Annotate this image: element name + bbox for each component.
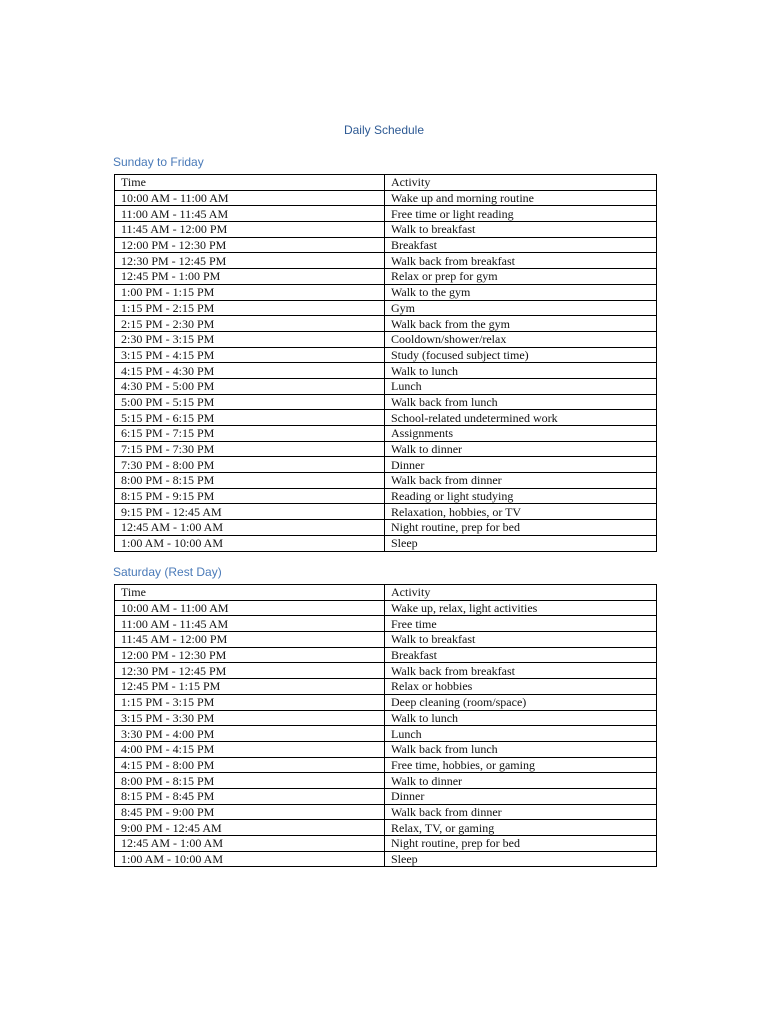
table-row [115, 300, 657, 316]
cell-activity: Free time [385, 616, 657, 632]
cell-time: 12:00 PM - 12:30 PM [115, 237, 385, 253]
table-row [115, 616, 657, 632]
document-title: Daily Schedule [343, 123, 425, 137]
cell-time: 7:30 PM - 8:00 PM [115, 457, 385, 473]
table-row [115, 535, 657, 551]
table-row [115, 679, 657, 695]
table-row [115, 473, 657, 489]
table-row [115, 269, 657, 285]
table-row [115, 820, 657, 836]
cell-activity: Sleep [385, 535, 657, 551]
cell-time: 3:30 PM - 4:00 PM [115, 726, 385, 742]
cell-time: 9:15 PM - 12:45 AM [115, 504, 385, 520]
table-row [115, 394, 657, 410]
table-row [115, 190, 657, 206]
cell-time: 9:00 PM - 12:45 AM [115, 820, 385, 836]
cell-time: 6:15 PM - 7:15 PM [115, 426, 385, 442]
cell-time: 1:00 AM - 10:00 AM [115, 851, 385, 867]
cell-activity: School-related undetermined work [385, 410, 657, 426]
column-header-time: Time [115, 585, 385, 601]
cell-activity: Study (focused subject time) [385, 347, 657, 363]
table-row [115, 647, 657, 663]
cell-activity: Walk back from breakfast [385, 253, 657, 269]
cell-activity: Walk back from the gym [385, 316, 657, 332]
cell-activity: Relax or prep for gym [385, 269, 657, 285]
table-row [115, 504, 657, 520]
cell-time: 5:00 PM - 5:15 PM [115, 394, 385, 410]
cell-activity: Walk back from lunch [385, 394, 657, 410]
cell-activity: Walk to breakfast [385, 222, 657, 238]
column-header-activity: Activity [385, 585, 657, 601]
table-row [115, 488, 657, 504]
cell-time: 12:45 AM - 1:00 AM [115, 520, 385, 536]
table-header-row [115, 585, 657, 601]
table-row [115, 316, 657, 332]
cell-activity: Breakfast [385, 647, 657, 663]
cell-time: 12:45 PM - 1:00 PM [115, 269, 385, 285]
table-row [115, 441, 657, 457]
table-row [115, 206, 657, 222]
cell-time: 12:30 PM - 12:45 PM [115, 253, 385, 269]
table-row [115, 520, 657, 536]
cell-activity: Walk to dinner [385, 441, 657, 457]
cell-activity: Walk back from lunch [385, 741, 657, 757]
table-row [115, 851, 657, 867]
cell-time: 12:45 PM - 1:15 PM [115, 679, 385, 695]
table-row [115, 710, 657, 726]
cell-time: 4:30 PM - 5:00 PM [115, 378, 385, 394]
cell-activity: Relaxation, hobbies, or TV [385, 504, 657, 520]
table-row [115, 757, 657, 773]
cell-activity: Cooldown/shower/relax [385, 331, 657, 347]
schedule-table-sunday-to-friday [114, 174, 657, 552]
cell-time: 4:15 PM - 4:30 PM [115, 363, 385, 379]
cell-time: 1:00 PM - 1:15 PM [115, 284, 385, 300]
cell-activity: Wake up and morning routine [385, 190, 657, 206]
cell-activity: Dinner [385, 788, 657, 804]
table-row [115, 331, 657, 347]
table-row [115, 726, 657, 742]
cell-activity: Deep cleaning (room/space) [385, 694, 657, 710]
cell-time: 10:00 AM - 11:00 AM [115, 190, 385, 206]
cell-time: 12:45 AM - 1:00 AM [115, 836, 385, 852]
cell-time: 4:15 PM - 8:00 PM [115, 757, 385, 773]
table-row [115, 694, 657, 710]
cell-activity: Night routine, prep for bed [385, 520, 657, 536]
cell-time: 8:15 PM - 8:45 PM [115, 788, 385, 804]
table-row [115, 457, 657, 473]
cell-activity: Relax, TV, or gaming [385, 820, 657, 836]
cell-time: 8:45 PM - 9:00 PM [115, 804, 385, 820]
cell-activity: Walk to lunch [385, 710, 657, 726]
cell-time: 8:15 PM - 9:15 PM [115, 488, 385, 504]
table-row [115, 632, 657, 648]
cell-activity: Walk to breakfast [385, 632, 657, 648]
cell-activity: Walk to the gym [385, 284, 657, 300]
schedule-table-saturday [114, 584, 657, 867]
column-header-time: Time [115, 175, 385, 191]
cell-time: 5:15 PM - 6:15 PM [115, 410, 385, 426]
cell-time: 7:15 PM - 7:30 PM [115, 441, 385, 457]
table-row [115, 253, 657, 269]
cell-activity: Free time or light reading [385, 206, 657, 222]
cell-activity: Walk back from dinner [385, 473, 657, 489]
cell-time: 1:15 PM - 2:15 PM [115, 300, 385, 316]
table-row [115, 378, 657, 394]
cell-activity: Gym [385, 300, 657, 316]
table-row [115, 600, 657, 616]
cell-activity: Assignments [385, 426, 657, 442]
table-row [115, 773, 657, 789]
table-row [115, 347, 657, 363]
table-row [115, 788, 657, 804]
cell-time: 11:00 AM - 11:45 AM [115, 616, 385, 632]
cell-time: 2:30 PM - 3:15 PM [115, 331, 385, 347]
cell-time: 11:45 AM - 12:00 PM [115, 222, 385, 238]
cell-time: 1:15 PM - 3:15 PM [115, 694, 385, 710]
cell-activity: Dinner [385, 457, 657, 473]
cell-activity: Walk to lunch [385, 363, 657, 379]
cell-activity: Free time, hobbies, or gaming [385, 757, 657, 773]
cell-time: 1:00 AM - 10:00 AM [115, 535, 385, 551]
cell-activity: Walk back from breakfast [385, 663, 657, 679]
cell-activity: Lunch [385, 378, 657, 394]
cell-activity: Breakfast [385, 237, 657, 253]
cell-activity: Walk to dinner [385, 773, 657, 789]
table-header-row [115, 175, 657, 191]
cell-time: 11:00 AM - 11:45 AM [115, 206, 385, 222]
table-row [115, 410, 657, 426]
cell-time: 12:00 PM - 12:30 PM [115, 647, 385, 663]
table-row [115, 222, 657, 238]
table-row [115, 804, 657, 820]
cell-activity: Sleep [385, 851, 657, 867]
cell-activity: Reading or light studying [385, 488, 657, 504]
cell-time: 10:00 AM - 11:00 AM [115, 600, 385, 616]
cell-time: 12:30 PM - 12:45 PM [115, 663, 385, 679]
table-row [115, 741, 657, 757]
table-row [115, 426, 657, 442]
table-row [115, 363, 657, 379]
table-row [115, 237, 657, 253]
table-row [115, 663, 657, 679]
cell-activity: Lunch [385, 726, 657, 742]
cell-time: 8:00 PM - 8:15 PM [115, 773, 385, 789]
cell-time: 8:00 PM - 8:15 PM [115, 473, 385, 489]
table-row [115, 284, 657, 300]
cell-time: 3:15 PM - 3:30 PM [115, 710, 385, 726]
cell-activity: Walk back from dinner [385, 804, 657, 820]
cell-activity: Wake up, relax, light activities [385, 600, 657, 616]
cell-activity: Relax or hobbies [385, 679, 657, 695]
cell-time: 2:15 PM - 2:30 PM [115, 316, 385, 332]
cell-time: 11:45 AM - 12:00 PM [115, 632, 385, 648]
cell-time: 3:15 PM - 4:15 PM [115, 347, 385, 363]
table-row [115, 836, 657, 852]
section-heading-sunday-to-friday: Sunday to Friday [113, 155, 204, 169]
cell-activity: Night routine, prep for bed [385, 836, 657, 852]
section-heading-saturday: Saturday (Rest Day) [113, 565, 222, 579]
cell-time: 4:00 PM - 4:15 PM [115, 741, 385, 757]
column-header-activity: Activity [385, 175, 657, 191]
